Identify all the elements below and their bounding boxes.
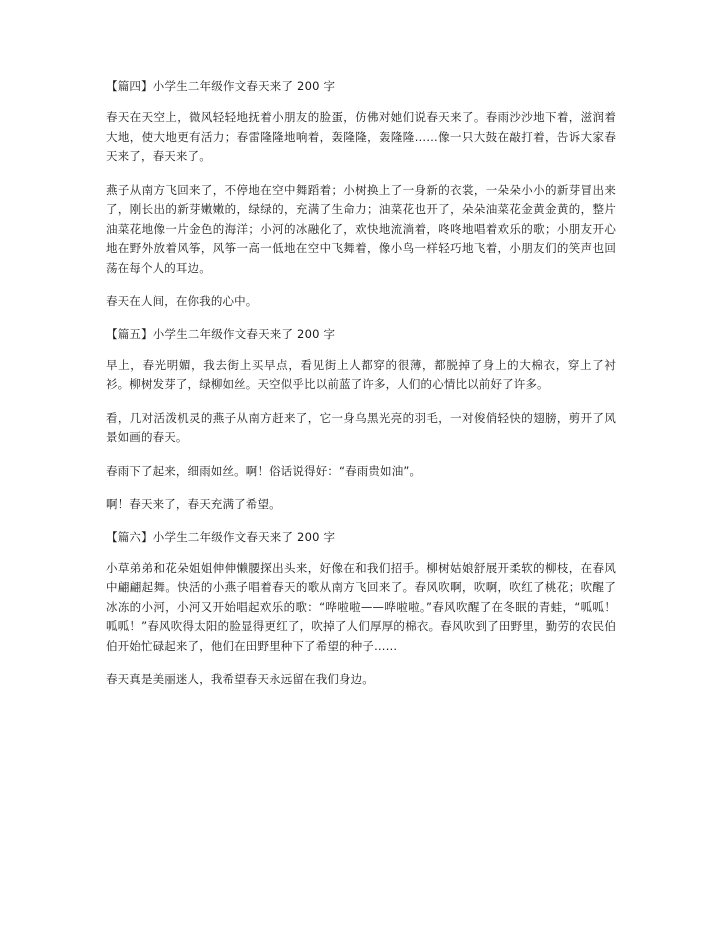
paragraph: 早上，春光明媚，我去街上买早点，看见街上人都穿的很薄，都脱掉了身上的大棉衣，穿上了衬衫。柳树发芽了，绿柳如丝。天空似乎比以前蓝了许多，人们的心情比以前好了许多。 — [106, 357, 616, 391]
paragraph: 小草弟弟和花朵姐姐伸伸懒腰探出头来，好像在和我们招手。柳树姑娘舒展开柔软的柳枝，在春风中翩翩起舞。快活的小燕子唱着春天的歌从南方飞回来了。春风吹啊，吹啊，吹红了桃花；吹醒了冰冻的小河，小河又开始唱起欢乐的歌：“哗啦啦——哗啦啦。”春风吹醒了在冬眠的青蛙，“呱呱！呱呱！”春风吹得太阳的脸显得更红了，吹掉了人们厚厚的棉衣。春风吹到了田野里，勤劳的农民伯伯开始忙碌起来了，他们在田野里种下了希望的种子…… — [106, 560, 616, 653]
section-heading: 【篇五】小学生二年级作文春天来了 200 字 — [106, 326, 336, 341]
paragraph: 春雨下了起来，细雨如丝。啊！俗话说得好：“春雨贵如油”。 — [106, 463, 422, 478]
paragraph: 燕子从南方飞回来了，不停地在空中舞蹈着；小树换上了一身新的衣裳，一朵朵小小的新芽冒出来了，刚长出的新芽嫩嫩的，绿绿的，充满了生命力；油菜花也开了，朵朵油菜花金黄金黄的，整片油菜花地像一片金色的海洋；小河的冰融化了，欢快地流淌着，咚咚地唱着欢乐的歌；小朋友开心地在野外放着风筝，风筝一高一低地在空中飞舞着，像小鸟一样轻巧地飞着，小朋友们的笑声也回荡在每个人的耳边。 — [106, 182, 616, 275]
paragraph: 春天在人间，在你我的心中。 — [106, 294, 258, 308]
paragraph: 春天真是美丽迷人，我希望春天永远留在我们身边。 — [106, 672, 374, 686]
essay-section-6 — [106, 529, 616, 690]
essay-section-5 — [106, 326, 616, 515]
essay-section-4 — [106, 78, 616, 312]
document-page — [106, 78, 616, 704]
section-heading: 【篇六】小学生二年级作文春天来了 200 字 — [106, 529, 336, 544]
section-heading: 【篇四】小学生二年级作文春天来了 200 字 — [106, 79, 336, 93]
paragraph: 啊！春天来了，春天充满了希望。 — [106, 497, 281, 511]
paragraph: 春天在天空上，微风轻轻地抚着小朋友的脸蛋，仿佛对她们说春天来了。春雨沙沙地下着，滋润着大地，使大地更有活力；春雷隆隆地响着，轰隆隆，轰隆隆……像一只大鼓在敲打着，告诉大家春天来了，春天来了。 — [106, 110, 616, 163]
paragraph: 看，几对活泼机灵的燕子从南方赶来了，它一身乌黑光亮的羽毛，一对俊俏轻快的翅膀，剪开了风景如画的春天。 — [106, 410, 616, 444]
